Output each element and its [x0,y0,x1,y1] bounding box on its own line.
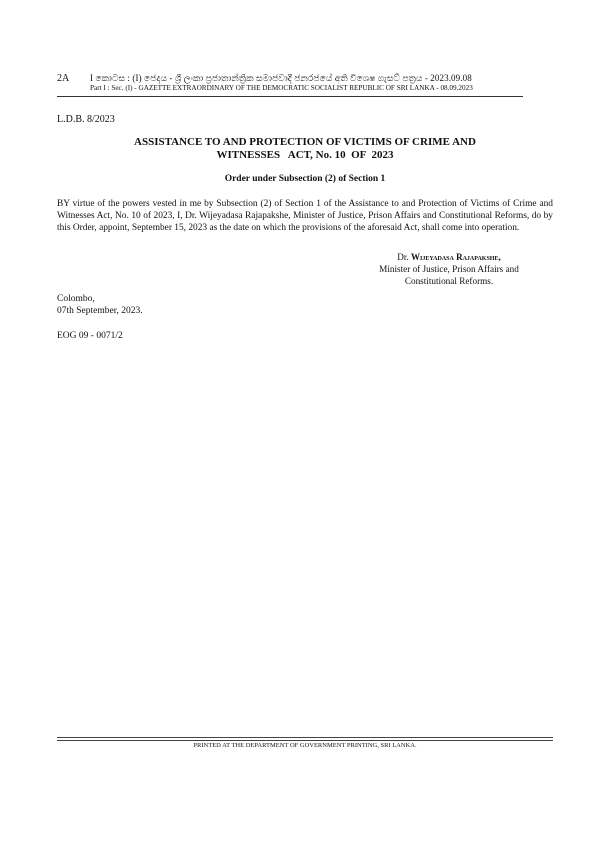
page-number: 2A [57,73,70,84]
act-title-line-1: ASSISTANCE TO AND PROTECTION OF VICTIMS OF CRIME AND [134,136,476,148]
signatory-title-line-1: Minister of Justice, Prison Affairs and [379,264,519,274]
order-subtitle: Order under Subsection (2) of Section 1 [224,174,386,184]
signatory-name: Wijeyadasa Rajapakshe, [411,252,501,262]
footer-divider-top [57,737,553,738]
header-sinhala-line: I කොටස : (I) ජෙදය - ශ්‍රී ලංකා ප්‍රජාතාන්ත්‍රික සමාජවාදී ජනරජයේ අති විශෙෂ ගැසට් පත්‍රය - 2023.09.08 [90,73,472,83]
reference-number: L.D.B. 8/2023 [57,114,115,125]
signatory-name-line [340,251,558,263]
printer-footer: PRINTED AT THE DEPARTMENT OF GOVERNMENT PRINTING, SRI LANKA. [193,742,417,749]
gazette-code: EOG 09 - 0071/2 [57,331,123,341]
place-date-block [57,293,143,317]
signatory-title-line-2: Constitutional Reforms. [404,276,494,286]
footer-divider-bottom [57,740,553,741]
place: Colombo, [57,294,95,304]
header-english-line: Part I : Sec. (I) - GAZETTE EXTRAORDINARY OF THE DEMOCRATIC SOCIALIST REPUBLIC OF SRI LANKA - 08.09.2023 [90,84,473,92]
order-body: BY virtue of the powers vested in me by Subsection (2) of Section 1 of the Assistance to and Protection of Victims of Crime and Witnesses Act, No. 10 of 2023, I, Dr. Wijeyadasa Rajapakshe, Minister of Justice, Prison Affairs and Constitutional Reforms, do by this Order, appoint, September 15, 2023 as the date on which the provisions of the aforesaid Act, shall come into operation. [57,199,553,233]
date: 07th September, 2023. [57,306,143,316]
signature-block [340,251,558,287]
act-title [57,136,553,162]
header-divider [57,96,523,97]
signatory-prefix: Dr. [397,252,412,262]
act-title-line-2: WITNESSES ACT, No. 10 OF 2023 [216,149,394,161]
